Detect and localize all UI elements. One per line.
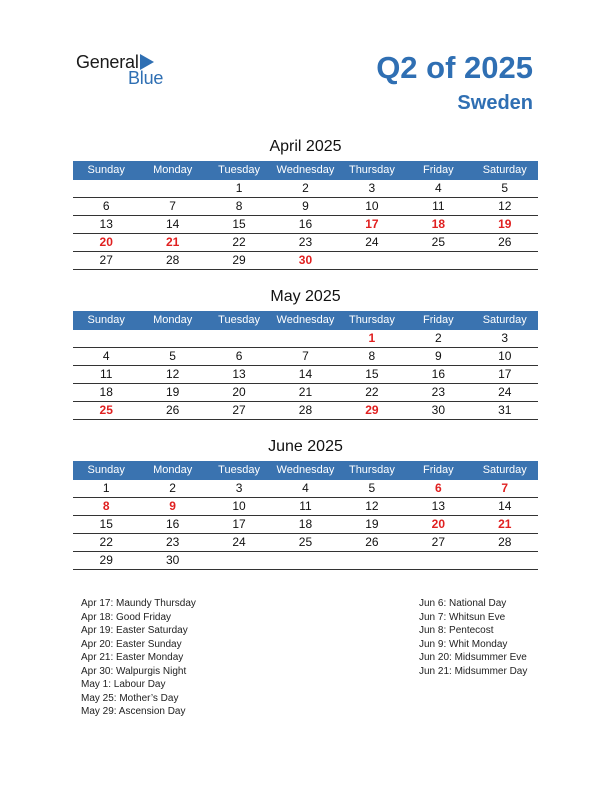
day-cell: 17: [232, 517, 246, 531]
day-cell: 29: [99, 553, 113, 567]
holiday-note: Jun 8: Pentecost: [419, 625, 494, 636]
day-cell: 26: [365, 535, 379, 549]
brand-word-blue: Blue: [128, 68, 164, 88]
day-cell: 22: [99, 535, 113, 549]
day-cell: 14: [498, 499, 512, 513]
holiday-list-left: [81, 597, 196, 719]
day-cell: 8: [368, 349, 376, 363]
weekday-header: Sunday: [87, 314, 125, 326]
day-cell: 17: [498, 367, 512, 381]
day-cell: 7: [169, 199, 176, 213]
day-cell: 23: [298, 235, 313, 249]
day-cell: [405, 252, 471, 269]
day-cell: 22: [365, 385, 379, 399]
holiday-note: Apr 20: Easter Sunday: [81, 638, 182, 650]
day-cell: 20: [232, 385, 246, 399]
day-cell: [472, 552, 538, 569]
day-cell: 19: [165, 385, 180, 399]
day-cell: 8: [102, 499, 110, 513]
day-cell: 20: [99, 235, 113, 249]
weekday-header: Saturday: [482, 164, 527, 176]
week-row: [73, 480, 538, 498]
day-cell: [206, 552, 272, 569]
month-calendar-april: [73, 137, 538, 270]
day-cell: 4: [302, 481, 309, 495]
day-cell: [73, 180, 139, 197]
day-cell: 29: [232, 253, 246, 267]
month-calendar-may: [73, 287, 538, 420]
month-title: May 2025: [270, 288, 341, 305]
day-cell: 7: [302, 349, 309, 363]
day-cell: 16: [298, 217, 313, 231]
weekday-header: Saturday: [482, 464, 527, 476]
day-cell: 30: [298, 253, 313, 267]
country-name: Sweden: [457, 92, 533, 114]
weekday-header-row: [73, 311, 538, 330]
day-cell: 3: [368, 181, 376, 195]
holiday-note: May 25: Mother’s Day: [81, 692, 179, 704]
day-cell: [73, 330, 139, 347]
day-cell: 30: [431, 403, 445, 417]
day-cell: 24: [498, 385, 512, 399]
day-cell: 23: [165, 535, 180, 549]
day-cell: 25: [99, 403, 113, 417]
day-cell: 10: [365, 199, 379, 213]
brand-word-general: General: [76, 52, 139, 72]
day-cell: 21: [165, 235, 180, 249]
holiday-list-right: [419, 597, 527, 678]
day-cell: 12: [165, 367, 180, 381]
day-cell: 11: [432, 199, 445, 213]
week-row: [73, 348, 538, 366]
week-row: [73, 216, 538, 234]
day-cell: 1: [102, 481, 110, 495]
day-cell: 10: [498, 349, 512, 363]
weekday-header: Monday: [153, 164, 193, 176]
week-row: [73, 552, 538, 570]
day-cell: 2: [302, 181, 309, 195]
holiday-note: May 1: Labour Day: [81, 679, 166, 690]
day-cell: 23: [431, 385, 445, 399]
day-cell: 18: [99, 385, 113, 399]
day-cell: 28: [298, 403, 313, 417]
day-cell: 21: [298, 385, 313, 399]
day-cell: 9: [302, 199, 309, 213]
day-cell: 1: [368, 331, 376, 345]
day-cell: [405, 552, 471, 569]
week-row: [73, 402, 538, 420]
day-cell: [272, 552, 338, 569]
weekday-header: Monday: [153, 314, 193, 326]
holiday-note: Jun 6: National Day: [419, 598, 507, 609]
day-cell: 15: [232, 217, 246, 231]
week-row: [73, 234, 538, 252]
day-cell: 19: [365, 517, 379, 531]
weekday-header: Wednesday: [276, 464, 335, 476]
day-cell: 12: [498, 199, 512, 213]
day-cell: 10: [232, 499, 246, 513]
day-cell: [339, 552, 405, 569]
holiday-note: May 29: Ascension Day: [81, 706, 186, 717]
week-row: [73, 384, 538, 402]
day-cell: [206, 330, 272, 347]
holiday-note: Apr 30: Walpurgis Night: [81, 665, 187, 677]
month-title: June 2025: [268, 438, 343, 455]
brand-logo: [76, 52, 186, 92]
day-cell: [139, 180, 205, 197]
week-row: [73, 180, 538, 198]
week-row: [73, 252, 538, 270]
day-cell: 9: [434, 349, 442, 363]
day-cell: 3: [501, 331, 509, 345]
holiday-note: Jun 20: Midsummer Eve: [419, 652, 527, 663]
day-cell: 14: [298, 367, 313, 381]
day-cell: 22: [232, 235, 246, 249]
month-calendar-june: [73, 437, 538, 570]
weekday-header: Friday: [423, 164, 454, 176]
day-cell: 26: [165, 403, 180, 417]
week-row: [73, 534, 538, 552]
weekday-header: Saturday: [482, 314, 527, 326]
weekday-header: Friday: [423, 464, 454, 476]
day-cell: 12: [365, 499, 379, 513]
day-cell: 15: [99, 517, 113, 531]
day-cell: 8: [235, 199, 243, 213]
day-cell: 30: [165, 553, 180, 567]
weekday-header: Tuesday: [218, 464, 260, 476]
holiday-note: Apr 17: Maundy Thursday: [81, 598, 196, 609]
weekday-header: Wednesday: [276, 164, 335, 176]
day-cell: 5: [169, 349, 176, 363]
day-cell: 4: [434, 181, 442, 195]
holiday-note: Apr 21: Easter Monday: [81, 652, 184, 663]
day-cell: 5: [501, 181, 509, 195]
day-cell: 9: [169, 499, 176, 513]
weekday-header-row: [73, 461, 538, 480]
day-cell: 4: [102, 349, 110, 363]
day-cell: 26: [498, 235, 512, 249]
week-row: [73, 198, 538, 216]
day-cell: 20: [431, 517, 445, 531]
day-cell: 6: [102, 199, 110, 213]
day-cell: [472, 252, 538, 269]
day-cell: 29: [365, 403, 379, 417]
day-cell: 25: [431, 235, 445, 249]
week-row: [73, 498, 538, 516]
day-cell: 14: [165, 217, 180, 231]
month-title: April 2025: [269, 138, 342, 155]
day-cell: [139, 330, 205, 347]
page-title: Q2 of 2025: [376, 50, 533, 85]
day-cell: 2: [434, 331, 442, 345]
day-cell: 24: [365, 235, 379, 249]
day-cell: 27: [99, 253, 113, 267]
day-cell: 16: [165, 517, 180, 531]
day-cell: 31: [498, 403, 512, 417]
day-cell: 25: [298, 535, 313, 549]
day-cell: 6: [434, 481, 442, 495]
holiday-note: Apr 18: Good Friday: [81, 611, 172, 623]
day-cell: 17: [365, 217, 379, 231]
week-row: [73, 366, 538, 384]
day-cell: 18: [298, 517, 313, 531]
weekday-header-row: [73, 161, 538, 180]
day-cell: 6: [235, 349, 243, 363]
day-cell: 13: [99, 217, 113, 231]
holiday-note: Jun 21: Midsummer Day: [419, 665, 528, 677]
day-cell: 27: [431, 535, 445, 549]
weekday-header: Monday: [153, 464, 193, 476]
day-cell: 19: [498, 217, 512, 231]
holiday-note: Jun 9: Whit Monday: [419, 638, 508, 650]
day-cell: 28: [498, 535, 512, 549]
weekday-header: Friday: [423, 314, 454, 326]
day-cell: 11: [99, 367, 113, 381]
weekday-header: Thursday: [348, 464, 395, 476]
week-row: [73, 330, 538, 348]
weekday-header: Thursday: [348, 314, 395, 326]
day-cell: 18: [431, 217, 445, 231]
weekday-header: Sunday: [87, 164, 125, 176]
weekday-header: Tuesday: [218, 314, 260, 326]
day-cell: 1: [235, 181, 243, 195]
weekday-header: Wednesday: [276, 314, 335, 326]
day-cell: [339, 252, 405, 269]
day-cell: 5: [368, 481, 376, 495]
day-cell: [272, 330, 338, 347]
weekday-header: Thursday: [348, 164, 395, 176]
day-cell: 27: [232, 403, 246, 417]
weekday-header: Sunday: [87, 464, 125, 476]
day-cell: 21: [498, 517, 512, 531]
holiday-note: Jun 7: Whitsun Eve: [419, 611, 506, 623]
day-cell: 24: [232, 535, 246, 549]
day-cell: 28: [165, 253, 180, 267]
day-cell: 15: [365, 367, 379, 381]
day-cell: 2: [169, 481, 176, 495]
week-row: [73, 516, 538, 534]
day-cell: 13: [232, 367, 246, 381]
day-cell: 3: [235, 481, 243, 495]
day-cell: 11: [299, 499, 312, 513]
holiday-note: Apr 19: Easter Saturday: [81, 625, 188, 636]
day-cell: 16: [431, 367, 445, 381]
day-cell: 7: [501, 481, 509, 495]
day-cell: 13: [431, 499, 445, 513]
weekday-header: Tuesday: [218, 164, 260, 176]
